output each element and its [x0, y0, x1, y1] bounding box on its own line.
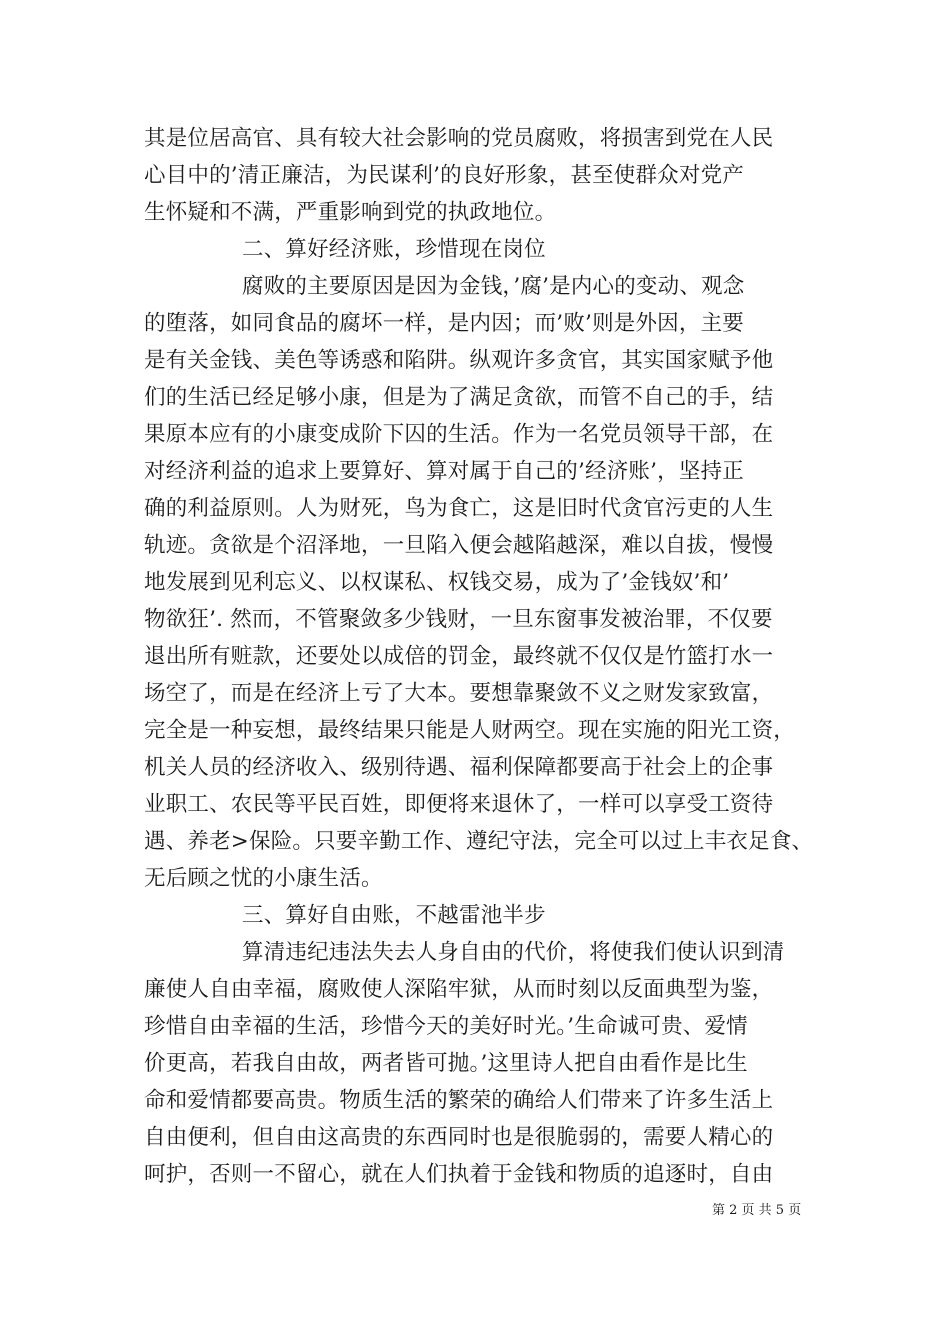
text-line: 们的生活已经足够小康，但是为了满足贪欲，而管不自己的手，结	[144, 385, 774, 410]
text-line: 退出所有赃款，还要处以成倍的罚金，最终就不仅仅是竹篮打水一	[144, 644, 774, 669]
text-line: 命和爱情都要高贵。物质生活的繁荣的确给人们带来了许多生活上	[144, 1088, 774, 1113]
text-line: 其是位居高官、具有较大社会影响的党员腐败，将损害到党在人民	[144, 126, 774, 151]
section-heading: 三、算好自由账，不越雷池半步	[242, 903, 546, 928]
text-line: 生怀疑和不满，严重影响到党的执政地位。	[144, 200, 557, 225]
text-line: 完全是一种妄想，最终结果只能是人财两空。现在实施的阳光工资，	[144, 718, 796, 743]
text-line: 是有关金钱、美色等诱惑和陷阱。纵观许多贪官，其实国家赋予他	[144, 348, 774, 373]
text-line: 轨迹。贪欲是个沼泽地，一旦陷入便会越陷越深，难以自拔，慢慢	[144, 533, 774, 558]
text-line: 对经济利益的追求上要算好、算对属于自己的’经济账’，坚持正	[144, 459, 744, 484]
text-line: 自由便利，但自由这高贵的东西同时也是很脆弱的，需要人精心的	[144, 1125, 774, 1150]
text-line: 地发展到见利忘义、以权谋私、权钱交易，成为了’金钱奴’和’	[144, 570, 730, 595]
page-number: 第 2 页 共 5 页	[712, 1203, 802, 1218]
text-line: 无后顾之忧的小康生活。	[144, 866, 383, 891]
text-line: 算清违纪违法失去人身自由的代价，将使我们使认识到清	[242, 940, 785, 965]
text-line: 廉使人自由幸福，腐败使人深陷牢狱，从而时刻以反面典型为鉴，	[144, 977, 774, 1002]
section-heading: 二、算好经济账，珍惜现在岗位	[242, 237, 546, 262]
text-line: 的堕落，如同食品的腐坏一样，是内因；而’败’则是外因，主要	[144, 311, 744, 336]
text-line: 遇、养老>保险。只要辛勤工作、遵纪守法，完全可以过上丰衣足食、	[144, 829, 814, 854]
text-line: 场空了，而是在经济上亏了大本。要想靠聚敛不义之财发家致富，	[144, 681, 774, 706]
text-line: 物欲狂’. 然而，不管聚敛多少钱财，一旦东窗事发被治罪，不仅要	[144, 607, 773, 632]
text-line: 价更高，若我自由故，两者皆可抛。’这里诗人把自由看作是比生	[144, 1051, 748, 1076]
text-line: 腐败的主要原因是因为金钱，’腐’是内心的变动、观念	[242, 274, 745, 299]
text-line: 果原本应有的小康变成阶下囚的生活。作为一名党员领导干部，在	[144, 422, 774, 447]
text-line: 珍惜自由幸福的生活，珍惜今天的美好时光。’生命诚可贵、爱情	[144, 1014, 748, 1039]
text-line: 业职工、农民等平民百姓，即便将来退休了，一样可以享受工资待	[144, 792, 774, 817]
text-line: 心目中的’清正廉洁，为民谋利’的良好形象，甚至使群众对党产	[144, 163, 744, 188]
text-line: 呵护，否则一不留心，就在人们执着于金钱和物质的追逐时，自由	[144, 1162, 774, 1187]
text-line: 确的利益原则。人为财死，鸟为食亡，这是旧时代贪官污吏的人生	[144, 496, 774, 521]
text-line: 机关人员的经济收入、级别待遇、福利保障都要高于社会上的企事	[144, 755, 774, 780]
